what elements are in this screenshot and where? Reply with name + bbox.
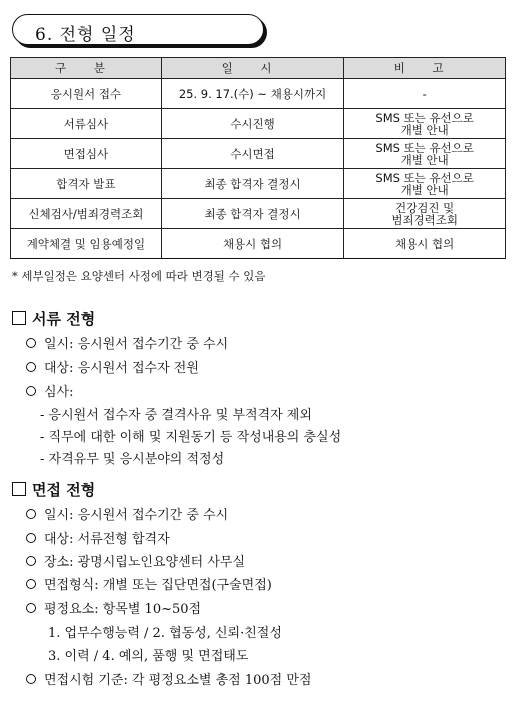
circle-bullet-icon [26, 386, 36, 396]
table-cell: 수시진행 [161, 109, 343, 139]
table-row [11, 139, 506, 169]
table-row [11, 169, 506, 199]
circle-bullet-icon [26, 362, 36, 372]
list-item: 평정요소: 항목별 10~50점 [26, 598, 201, 617]
criteria-line: 1. 업무수행능력 / 2. 협동성, 신뢰·친절성 [48, 626, 282, 641]
schedule-table [10, 57, 506, 259]
list-item: 일시: 응시원서 접수기간 중 수시 [26, 504, 228, 523]
table-cell: 최종 합격자 결정시 [161, 169, 343, 199]
list-item: 면접시험 기준: 각 평정요소별 총점 100점 만점 [26, 669, 311, 688]
header-remarks: 비 고 [344, 58, 506, 79]
table-cell: 수시면접 [161, 139, 343, 169]
sub-list-item: - 직무에 대한 이해 및 지원동기 등 작성내용의 충실성 [40, 430, 342, 445]
circle-bullet-icon [26, 674, 36, 684]
document-screening-heading [12, 308, 95, 329]
section-title: 6. 전형 일정 [35, 25, 136, 45]
table-cell: 채용시 협의 [161, 229, 343, 259]
circle-bullet-icon [26, 509, 36, 519]
criteria-line: 3. 이력 / 4. 예의, 품행 및 면접태도 [48, 649, 249, 664]
interview-screening-title: 면접 전형 [32, 481, 96, 499]
table-cell: 채용시 협의 [344, 229, 506, 259]
circle-bullet-icon [26, 533, 36, 543]
table-cell: SMS 또는 유선으로 개별 안내 [344, 109, 506, 139]
list-item: 대상: 서류전형 합격자 [26, 528, 170, 547]
list-item: 대상: 응시원서 접수자 전원 [26, 357, 199, 376]
circle-bullet-icon [26, 603, 36, 613]
table-row [11, 109, 506, 139]
table-cell: 계약체결 및 임용예정일 [11, 229, 162, 259]
table-row [11, 79, 506, 109]
sub-list-item: - 응시원서 접수자 중 결격사유 및 부적격자 제외 [40, 408, 312, 423]
table-cell: 신체검사/범죄경력조회 [11, 199, 162, 229]
checkbox-square-icon [12, 311, 26, 325]
table-cell: 건강검진 및 범죄경력조회 [344, 199, 506, 229]
table-cell: SMS 또는 유선으로 개별 안내 [344, 169, 506, 199]
list-item: 일시: 응시원서 접수기간 중 수시 [26, 333, 228, 352]
table-cell: 서류심사 [11, 109, 162, 139]
sub-list-item: - 자격유무 및 응시분야의 적정성 [40, 452, 225, 467]
table-cell: 응시원서 접수 [11, 79, 162, 109]
list-item: 심사: [26, 381, 74, 400]
list-item: 장소: 광명시립노인요양센터 사무실 [26, 551, 245, 570]
table-cell: 면접심사 [11, 139, 162, 169]
list-item: 면접형식: 개별 또는 집단면접(구술면접) [26, 574, 272, 593]
table-row [11, 199, 506, 229]
document-screening-title: 서류 전형 [32, 310, 96, 328]
header-category: 구 분 [11, 58, 162, 79]
schedule-note: * 세부일정은 요양센터 사정에 따라 변경될 수 있음 [12, 269, 266, 283]
table-header-row [11, 58, 506, 79]
header-datetime: 일 시 [161, 58, 343, 79]
table-row [11, 229, 506, 259]
table-cell: 최종 합격자 결정시 [161, 199, 343, 229]
interview-screening-heading [12, 479, 95, 500]
table-cell: 25. 9. 17.(수) ~ 채용시까지 [161, 79, 343, 109]
checkbox-square-icon [12, 482, 26, 496]
circle-bullet-icon [26, 579, 36, 589]
table-cell: 합격자 발표 [11, 169, 162, 199]
table-cell: SMS 또는 유선으로 개별 안내 [344, 139, 506, 169]
table-cell: - [344, 79, 506, 109]
section-title-box [12, 14, 264, 45]
circle-bullet-icon [26, 338, 36, 348]
circle-bullet-icon [26, 556, 36, 566]
